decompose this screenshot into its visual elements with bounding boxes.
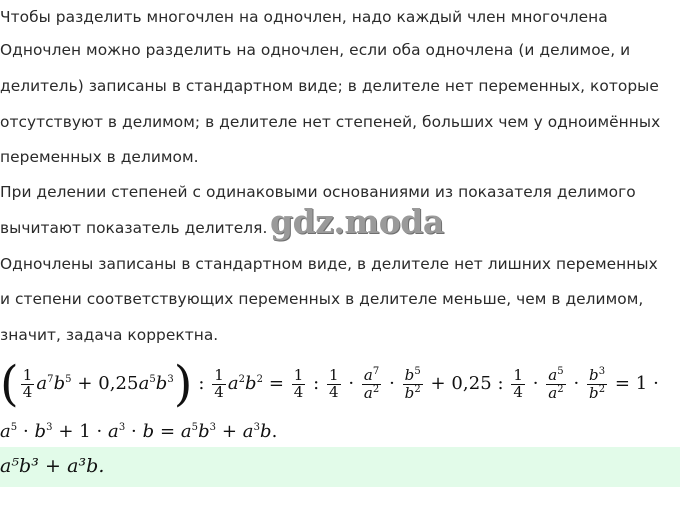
text-line-1: Чтобы разделить многочлен на одночлен, надо каждый член многочлена xyxy=(0,8,608,26)
text-line-7: вычитают показатель делителя. xyxy=(0,219,268,237)
text-line-5: переменных в делимом. xyxy=(0,148,199,166)
fraction-b5-b2: $\frac{b^5}{b^2}$ xyxy=(404,365,421,402)
fraction-b3-b2: $\frac{b^3}{b^2}$ xyxy=(589,365,606,402)
close-paren: ) xyxy=(173,356,193,412)
fraction-1-4: $\frac{1}{4}$ xyxy=(329,365,339,401)
text-line-3: делитель) записаны в стандартном виде; в делителе нет переменных, которые xyxy=(0,77,659,95)
fraction-1-4: $\frac{1}{4}$ xyxy=(22,365,33,401)
fraction-1-4: $\frac{1}{4}$ xyxy=(214,365,224,401)
watermark-logo: gdz.moda xyxy=(270,202,444,241)
text-line-6: При делении степеней с одинаковыми основаниями из показателя делимого xyxy=(0,183,636,201)
math-equation-line-1: ( $\frac{1}{4}$ $a^7b^5 + 0,25a^5b^3$) : $\frac{1}{4}$ $a^2b^2$ = $\frac{1}{4}$ : $\frac{1}{4}$ · $\frac{a^7}{a^2}$ · $\frac{b^5}{b^2}$ + 0,25 : $\frac{1}{4}$ · $\frac{a^5}{a^2}$ · $\frac{b^3}{b^2}$ = 1 · xyxy=(0,356,659,412)
text-line-9: и степени соответствующих переменных в делителе меньше, чем в делимом, xyxy=(0,290,644,308)
answer-text: a⁵b³ + a³b. xyxy=(0,455,105,477)
text-line-8: Одночлены записаны в стандартном виде, в делителе нет лишних переменных xyxy=(0,255,658,273)
open-paren: ( xyxy=(0,356,19,412)
text-line-2: Одночлен можно разделить на одночлен, если оба одночлена (и делимое, и xyxy=(0,41,631,59)
fraction-1-4: $\frac{1}{4}$ xyxy=(293,365,304,401)
math-equation-line-2: $a^5 \cdot b^3 + 1 \cdot a^3 \cdot b = a^5b^3 + a^3b$. xyxy=(0,421,278,442)
fraction-1-4: $\frac{1}{4}$ xyxy=(513,365,523,401)
fraction-a5-a2: $\frac{a^5}{a^2}$ xyxy=(548,365,564,402)
text-line-10: значит, задача корректна. xyxy=(0,326,219,344)
fraction-a7-a2: $\frac{a^7}{a^2}$ xyxy=(363,365,380,402)
text-line-4: отсутствуют в делимом; в делителе нет степеней, больших чем у одноимённых xyxy=(0,113,661,131)
